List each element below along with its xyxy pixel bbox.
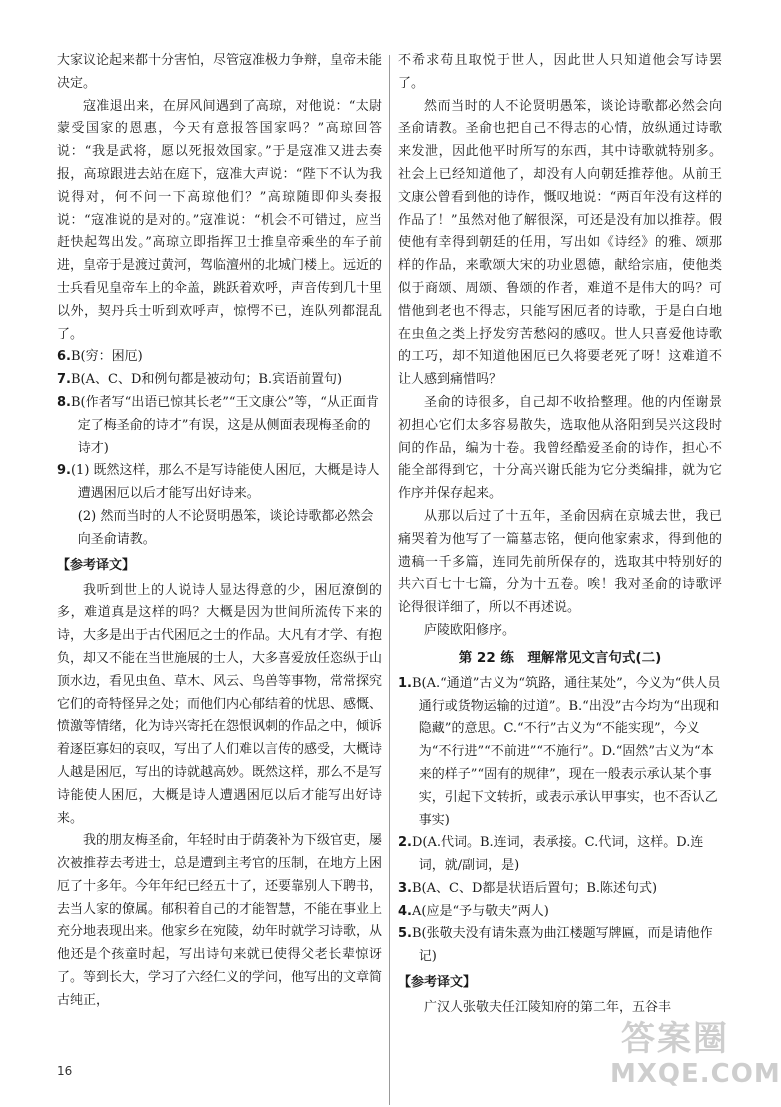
- paragraph: 然而当时的人不论贤明愚笨，谈论诗歌都必然会向圣俞请教。圣俞也把自己不得志的心情，放纵通过诗歌来发泄，因此他平时所写的东西，其中诗歌就特别多。社会上已经知道他了，却没有人向朝廷推荐他。从前王文康公曾看到他的诗作，慨叹地说：“两百年没有这样的作品了！”虽然对他了解很深，可还是没有加以推荐。假使他有幸得到朝廷的任用，写出如《诗经》的雅、颂那样的作品，来歌颂大宋的功业恩德，献给宗庙，使他类似于商颂、周颂、鲁颂的作者，难道不是伟大的吗？可惜他到老也不得志，只能写困厄者的诗歌，于是白白地在虫鱼之类上抒发穷苦愁闷的感叹。世人只喜爱他诗歌的工巧，却不知道他困厄已久将要老死了呀！这难道不让人感到痛惜吗？: [398, 98, 722, 388]
- paragraph: 我听到世上的人说诗人显达得意的少，困厄潦倒的多，难道真是这样的吗？大概是因为世间所流传下来的诗，大多是出于古代困厄之士的作品。大凡有才学、有抱负，却又不能在当世施展的士人，大多喜爱放任恣纵于山顶水边，看见虫鱼、草木、风云、鸟兽等事物，常常探究它们的奇特怪异之处；而他们内心郁结着的忧思、感慨、愤激等情绪，化为诗兴寄托在怨恨讽刺的作品之中，倾诉着逐臣寡妇的哀叹，写出了人们难以言传的感受，大概诗人越是困厄，写出的诗就越高妙。既然这样，那么不是写诗能使人困厄，大概是诗人遭遇困厄以后才能写出好诗来。: [57, 582, 383, 826]
- watermark-en: MXQE.COM: [610, 1059, 781, 1089]
- answer-item-4: [398, 901, 722, 924]
- answer-item-9-part2: (2) 然而当时的人不论贤明愚笨，谈论诗歌都必然会向圣俞请教。: [77, 508, 374, 547]
- answer-text: B(穷：困厄): [70, 349, 143, 365]
- answer-item-6: [57, 346, 382, 369]
- reference-translation-label: 【参考译文】: [57, 557, 136, 573]
- right-column: [398, 50, 722, 1020]
- answer-text: B(A、C、D和例句都是被动句；B.宾语前置句): [70, 372, 343, 388]
- author-signature: 庐陵欧阳修序。: [424, 622, 516, 638]
- answer-item-3: [398, 878, 722, 901]
- answer-number: 1.: [398, 675, 412, 691]
- answer-number: 5.: [398, 926, 412, 942]
- answer-text: D(A.代词。B.连词，表承接。C.代词，这样。D.连词，就/副词，是): [411, 835, 704, 874]
- paragraph: 不希求苟且取悦于世人，因此世人只知道他会写诗罢了。: [398, 53, 722, 91]
- answer-number: 2.: [398, 835, 412, 851]
- page-number: 16: [57, 1064, 73, 1078]
- answer-number: 7.: [57, 372, 71, 388]
- answer-text: B(张敬夫没有请朱熹为曲江楼题写牌匾，而是请他作记): [411, 926, 713, 965]
- paragraph: 寇准退出来，在屏风间遇到了高琼，对他说：“太尉蒙受国家的恩惠，今天有意报答国家吗？”高琼回答说：“我是武将，愿以死报效国家。”于是寇准又进去奏报，高琼跟进去站在庭下，寇准大声说：“陛下不认为我说得对，何不问一下高琼他们？”高琼随即仰头奏报说：“寇准说的是对的。”寇准说：“机会不可错过，应当赶快起驾出发。”高琼立即指挥卫士推皇帝乘坐的车子前进，皇帝于是渡过黄河，驾临澶州的北城门楼上。远近的士兵看见皇帝车上的伞盖，跳跃着欢呼，声音传到几十里以外，契丹兵士听到欢呼声，惊愕不已，连队列都混乱了。: [57, 98, 383, 342]
- watermark-logo: [610, 1019, 781, 1099]
- answer-text: B(A.“通道”古义为“筑路，通往某处”，今义为“供人员通行或货物运输的过道”。B.“出没”古今均为“出现和隐藏”的意思。C.“不行”古义为“不能实现”，今义为“不行进”“不前进”“不施行”。D.“固然”古义为“本来的样子”“固有的规律”，现在一般表示承认某个事实，引起下文转折，或表示承认甲事实，也不否认乙事实): [411, 675, 721, 828]
- paragraph: 广汉人张敬夫任江陵知府的第二年，五谷丰: [424, 1000, 672, 1016]
- left-column: [57, 50, 382, 1013]
- answer-number: 8.: [57, 394, 71, 410]
- paragraph: 我的朋友梅圣俞，年轻时由于荫袭补为下级官吏，屡次被推荐去考进士，总是遭到主考官的压制，在地方上困厄了十多年。今年年纪已经五十了，还要靠别人下聘书，去当人家的僚属。郁积着自己的才能智慧，不能在事业上充分地表现出来。他家乡在宛陵，幼年时就学习诗歌，从他还是个孩童时起，写出诗句来就已使得父老长辈惊讶了。等到长大，学习了六经仁义的学问，他写出的文章简古纯正，: [57, 833, 383, 1008]
- answer-text: B(A、C、D都是状语后置句；B.陈述句式): [411, 880, 658, 896]
- paragraph: 圣俞的诗很多，自己却不收拾整理。他的内侄谢景初担心它们太多容易散失，选取他从洛阳到吴兴这段时间的作品，编为十卷。我曾经酷爱圣俞的诗作，担心不能全部得到它，十分高兴谢氏能为它分类编排，就为它作序并保存起来。: [398, 394, 722, 502]
- column-divider: [389, 55, 390, 1105]
- paragraph: 大家议论起来都十分害怕，尽管寇准极力争辩，皇帝未能决定。: [57, 53, 383, 91]
- paragraph: 从那以后过了十五年，圣俞因病在京城去世，我已痛哭着为他写了一篇墓志铭，便向他家索求，得到他的遗稿一千多篇，连同先前所保存的，选取其中特别好的共六百七十七篇，分为十五卷。唉！我对圣俞的诗歌评论得很详细了，所以不再述说。: [398, 508, 722, 616]
- answer-item-9: [57, 460, 382, 506]
- watermark-cn: 答案圈: [621, 1019, 729, 1059]
- answer-item-8: [57, 392, 382, 460]
- reference-translation-label: 【参考译文】: [398, 975, 477, 991]
- answer-text: B(作者写“出语已惊其长老”“王文康公”等，“从正面肯定了梅圣俞的诗才”有误，这是从侧面表现梅圣俞的诗才): [70, 394, 379, 456]
- answer-item-5: [398, 923, 722, 969]
- answer-number: 6.: [57, 349, 71, 365]
- answer-item-7: [57, 369, 382, 392]
- lesson-title: 第 22 练 理解常见文言句式(二): [458, 649, 662, 666]
- answer-item-1: [398, 673, 722, 833]
- answer-item-2: [398, 832, 722, 878]
- answer-number: 9.: [57, 463, 71, 479]
- answer-text: (1) 既然这样，那么不是写诗能使人困厄，大概是诗人遭遇困厄以后才能写出好诗来。: [70, 463, 380, 502]
- answer-number: 3.: [398, 880, 412, 896]
- answer-number: 4.: [398, 903, 412, 919]
- answer-text: A(应是“予与敬夫”两人): [411, 903, 549, 919]
